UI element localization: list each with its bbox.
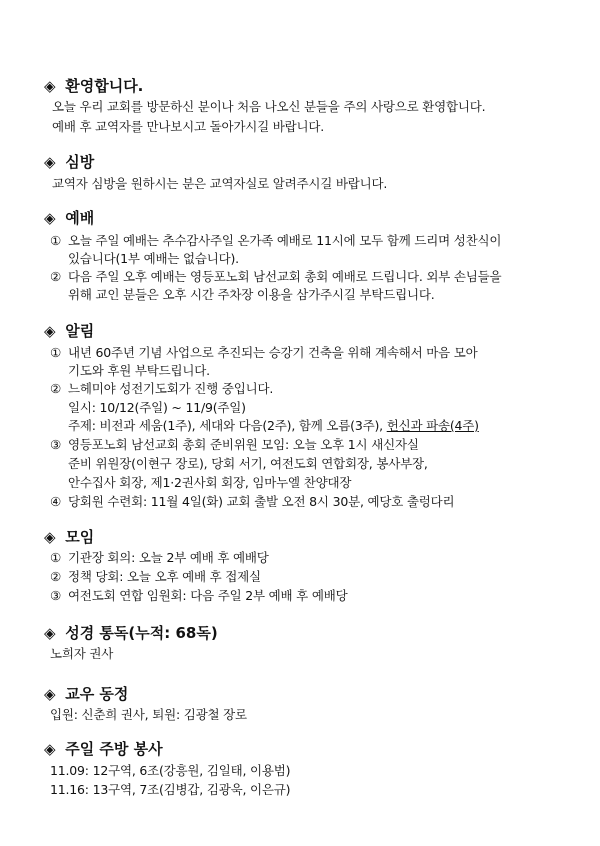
notice-item-1-cont: 기도와 후원 부탁드립니다.	[68, 363, 210, 378]
kitchen-line-1: 11.09: 12구역, 6조(강흥원, 김일태, 이용범)	[50, 763, 291, 778]
welcome-title: 환영합니다.	[65, 77, 144, 95]
diamond-bullet-icon: ◈	[44, 153, 56, 171]
notice-item-3-cont-1: 준비 위원장(이현구 장로), 당회 서기, 여전도회 연합회장, 봉사부장,	[68, 456, 428, 471]
notice-item-4: ④ 당회원 수련회: 11월 4일(화) 교회 출발 오전 8시 30분, 예당호 출렁다리	[50, 494, 455, 509]
diamond-bullet-icon: ◈	[44, 77, 56, 95]
meetings-heading	[44, 526, 94, 547]
members-line-1: 입원: 신춘희 권사, 퇴원: 김광철 장로	[50, 707, 247, 722]
kitchen-line-2: 11.16: 13구역, 7조(김병갑, 김광욱, 이은규)	[50, 782, 291, 797]
theme-underlined: 헌신과 파송(4주)	[386, 418, 479, 433]
worship-item-2: ② 다음 주일 오후 예배는 영등포노회 남선교회 총회 예배로 드립니다. 외부 손님들을	[50, 269, 502, 284]
worship-item-1-cont: 있습니다(1부 예배는 없습니다).	[68, 251, 239, 266]
notice-item-2: ② 느헤미야 성전기도회가 진행 중입니다.	[50, 381, 274, 396]
notice-item-2-date: 일시: 10/12(주일) ~ 11/9(주일)	[68, 400, 246, 415]
visit-heading	[44, 151, 94, 172]
notice-heading	[44, 320, 94, 341]
worship-heading	[44, 207, 94, 228]
bible-title: 성경 통독(누적: 68독)	[65, 624, 218, 642]
notice-item-3: ③ 영등포노회 남선교회 총회 준비위원 모임: 오늘 오후 1시 새신자실	[50, 437, 419, 452]
diamond-bullet-icon: ◈	[44, 740, 56, 758]
meeting-item-1: ① 기관장 회의: 오늘 2부 예배 후 예배당	[50, 550, 269, 565]
kitchen-title: 주일 주방 봉사	[65, 740, 163, 758]
kitchen-heading	[44, 738, 163, 759]
notice-item-2-theme: 주제: 비전과 세움(1주), 세대와 다음(2주), 함께 오름(3주), 헌신과 파송(4주)	[68, 418, 479, 433]
meeting-item-3: ③ 여전도회 연합 임원회: 다음 주일 2부 예배 후 예배당	[50, 588, 348, 603]
meetings-title: 모임	[65, 528, 95, 546]
welcome-heading	[44, 75, 143, 96]
notice-item-3-cont-2: 안수집사 회장, 제1·2권사회 회장, 임마누엘 찬양대장	[68, 475, 352, 490]
welcome-line-2: 예배 후 교역자를 만나보시고 돌아가시길 바랍니다.	[52, 119, 325, 134]
diamond-bullet-icon: ◈	[44, 322, 56, 340]
notice-title: 알림	[65, 322, 95, 340]
visit-title: 심방	[65, 153, 95, 171]
members-title: 교우 동정	[65, 685, 129, 703]
diamond-bullet-icon: ◈	[44, 528, 56, 546]
diamond-bullet-icon: ◈	[44, 685, 56, 703]
notice-item-1: ① 내년 60주년 기념 사업으로 추진되는 승강기 건축을 위해 계속해서 마음 모아	[50, 345, 478, 360]
welcome-line-1: 오늘 우리 교회를 방문하신 분이나 처음 나오신 분들을 주의 사랑으로 환영합니다.	[52, 99, 486, 114]
worship-item-1: ① 오늘 주일 예배는 추수감사주일 온가족 예배로 11시에 모두 함께 드리며 성찬식이	[50, 233, 502, 248]
diamond-bullet-icon: ◈	[44, 209, 56, 227]
bible-heading	[44, 622, 218, 643]
worship-title: 예배	[65, 209, 95, 227]
worship-item-2-cont: 위해 교인 분들은 오후 시간 주차장 이용을 삼가주시길 부탁드립니다.	[68, 287, 435, 302]
members-heading	[44, 683, 128, 704]
meeting-item-2: ② 정책 당회: 오늘 오후 예배 후 접제실	[50, 569, 261, 584]
visit-line-1: 교역자 심방을 원하시는 분은 교역자실로 알려주시길 바랍니다.	[52, 176, 388, 191]
bible-line-1: 노희자 권사	[50, 646, 114, 661]
diamond-bullet-icon: ◈	[44, 624, 56, 642]
